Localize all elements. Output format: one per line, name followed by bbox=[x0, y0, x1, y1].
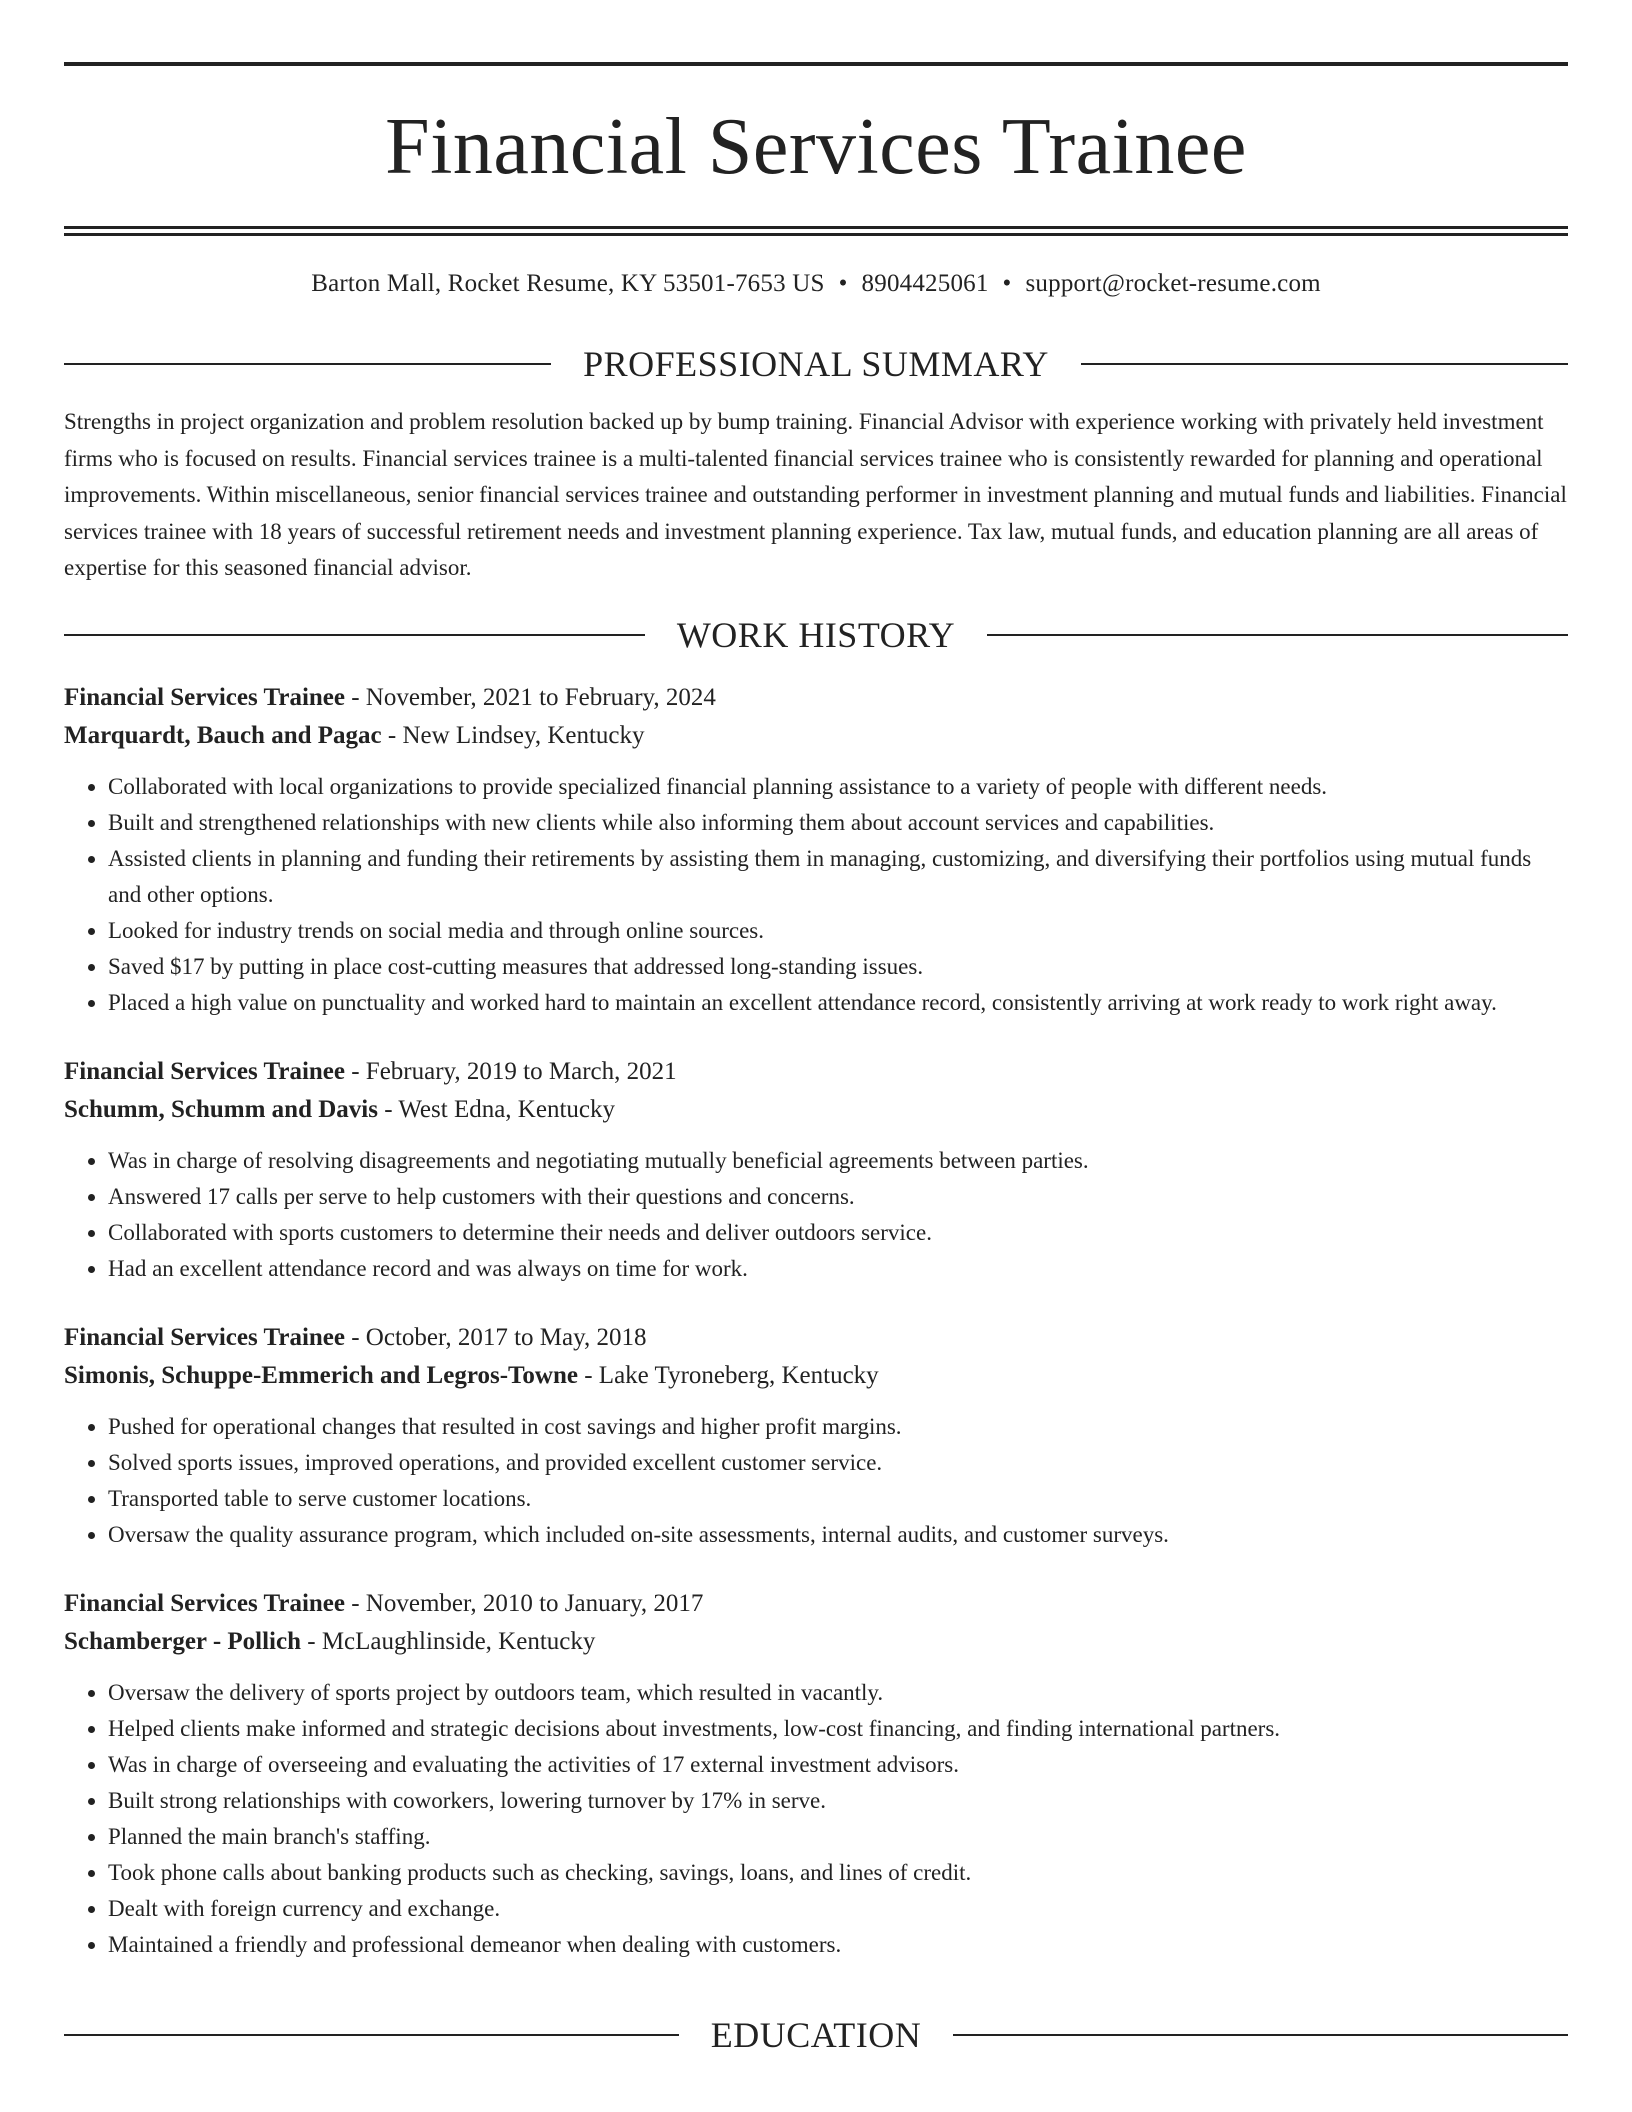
heading-rule-right bbox=[987, 634, 1568, 636]
job-dates: - February, 2019 to March, 2021 bbox=[344, 1057, 677, 1085]
work-history-list bbox=[64, 679, 1568, 1995]
summary-section-heading bbox=[64, 344, 1568, 384]
job-location: - McLaughlinside, Kentucky bbox=[301, 1627, 596, 1655]
job-entry bbox=[64, 1319, 1568, 1553]
job-title: Financial Services Trainee bbox=[64, 1057, 345, 1085]
heading-rule-left bbox=[64, 363, 551, 365]
job-bullet: • Oversaw the delivery of sports project by outdoors team, which resulted in vacantly. bbox=[108, 1675, 1568, 1711]
job-company-line bbox=[64, 717, 1568, 755]
work-section-heading bbox=[64, 615, 1568, 655]
job-bullet: • Dealt with foreign currency and exchange. bbox=[108, 1891, 1568, 1927]
job-bullet: • Took phone calls about banking products such as checking, savings, loans, and lines of credit. bbox=[108, 1855, 1568, 1891]
summary-text: Strengths in project organization and problem resolution backed up by bump training. Financial Advisor with experience working with privately held investment firms who is focused on results. Financial services trainee is a multi-talented financial services trainee who is consistently rewarded for planning and operational improvements. Within miscellaneous, senior financial services trainee and outstanding performer in investment planning and mutual funds and liabilities. Financial services trainee with 18 years of successful retirement needs and investment planning experience. Tax law, mutual funds, and education planning are all areas of expertise for this seasoned financial advisor. bbox=[64, 409, 1567, 580]
job-title: Financial Services Trainee bbox=[64, 1323, 345, 1351]
job-bullet: • Assisted clients in planning and funding their retirements by assisting them in managing, customizing, and diversifying their portfolios using mutual funds and other options. bbox=[108, 841, 1568, 913]
job-title-line bbox=[64, 1319, 1568, 1357]
heading-rule-left bbox=[64, 634, 645, 636]
job-bullet-list bbox=[64, 1409, 1568, 1553]
job-bullet: • Transported table to serve customer locations. bbox=[108, 1481, 1568, 1517]
job-company: Schumm, Schumm and Davis bbox=[64, 1095, 378, 1123]
summary-section-title: PROFESSIONAL SUMMARY bbox=[583, 344, 1049, 384]
job-title: Financial Services Trainee bbox=[64, 683, 345, 711]
job-company: Schamberger - Pollich bbox=[64, 1627, 301, 1655]
job-location: - Lake Tyroneberg, Kentucky bbox=[577, 1361, 879, 1389]
job-location: - New Lindsey, Kentucky bbox=[381, 721, 645, 749]
job-company-line bbox=[64, 1357, 1568, 1395]
job-dates: - October, 2017 to May, 2018 bbox=[344, 1323, 647, 1351]
job-bullet: • Planned the main branch's staffing. bbox=[108, 1819, 1568, 1855]
contact-address: Barton Mall, Rocket Resume, KY 53501-7653 US bbox=[311, 270, 825, 297]
contact-line bbox=[64, 268, 1568, 300]
job-bullet: • Solved sports issues, improved operations, and provided excellent customer service. bbox=[108, 1445, 1568, 1481]
work-section-title: WORK HISTORY bbox=[676, 614, 956, 655]
job-company: Simonis, Schuppe-Emmerich and Legros-Towne bbox=[64, 1361, 578, 1389]
job-dates: - November, 2021 to February, 2024 bbox=[344, 683, 716, 711]
job-company-line bbox=[64, 1091, 1568, 1129]
heading-rule-right bbox=[953, 2034, 1568, 2036]
job-bullet: • Collaborated with local organizations to provide specialized financial planning assistance to a variety of people with different needs. bbox=[108, 769, 1568, 805]
job-bullet: • Had an excellent attendance record and was always on time for work. bbox=[108, 1251, 1568, 1287]
job-title-line bbox=[64, 1053, 1568, 1091]
education-section-heading bbox=[64, 2015, 1568, 2055]
heading-rule-left bbox=[64, 2034, 679, 2036]
job-bullet: • Oversaw the quality assurance program, which included on-site assessments, internal audits, and customer surveys. bbox=[108, 1517, 1568, 1553]
job-title-line bbox=[64, 1585, 1568, 1623]
job-title-line bbox=[64, 679, 1568, 717]
resume-title: Financial Services Trainee bbox=[385, 103, 1247, 191]
job-bullet: • Answered 17 calls per serve to help customers with their questions and concerns. bbox=[108, 1179, 1568, 1215]
job-entry bbox=[64, 1585, 1568, 1963]
contact-separator: • bbox=[838, 270, 848, 297]
job-spacer bbox=[64, 1963, 1568, 1995]
job-bullet: • Looked for industry trends on social media and through online sources. bbox=[108, 913, 1568, 949]
heading-rule-right bbox=[1081, 363, 1568, 365]
resume-page bbox=[64, 62, 1568, 2075]
job-bullet: • Built and strengthened relationships with new clients while also informing them about account services and capabilities. bbox=[108, 805, 1568, 841]
job-bullet: • Helped clients make informed and strategic decisions about investments, low-cost financing, and finding international partners. bbox=[108, 1711, 1568, 1747]
job-bullet-list bbox=[64, 1675, 1568, 1963]
job-bullet: • Was in charge of resolving disagreements and negotiating mutually beneficial agreements between parties. bbox=[108, 1143, 1568, 1179]
job-entry bbox=[64, 1053, 1568, 1287]
job-bullet: • Placed a high value on punctuality and worked hard to maintain an excellent attendance record, consistently arriving at work ready to work right away. bbox=[108, 985, 1568, 1021]
job-bullet: • Maintained a friendly and professional demeanor when dealing with customers. bbox=[108, 1927, 1568, 1963]
job-entry bbox=[64, 679, 1568, 1021]
job-bullet: • Was in charge of overseeing and evaluating the activities of 17 external investment advisors. bbox=[108, 1747, 1568, 1783]
job-bullet: • Pushed for operational changes that resulted in cost savings and higher profit margins. bbox=[108, 1409, 1568, 1445]
job-spacer bbox=[64, 1553, 1568, 1585]
job-bullet: • Built strong relationships with coworkers, lowering turnover by 17% in serve. bbox=[108, 1783, 1568, 1819]
job-spacer bbox=[64, 1287, 1568, 1319]
contact-phone: 8904425061 bbox=[861, 270, 989, 297]
job-location: - West Edna, Kentucky bbox=[377, 1095, 616, 1123]
job-bullet: • Saved $17 by putting in place cost-cutting measures that addressed long-standing issues. bbox=[108, 949, 1568, 985]
top-rule bbox=[64, 62, 1568, 66]
title-double-rule bbox=[64, 226, 1568, 236]
contact-separator: • bbox=[1002, 270, 1012, 297]
job-dates: - November, 2010 to January, 2017 bbox=[344, 1589, 704, 1617]
job-company: Marquardt, Bauch and Pagac bbox=[64, 721, 382, 749]
job-title: Financial Services Trainee bbox=[64, 1589, 345, 1617]
job-company-line bbox=[64, 1623, 1568, 1661]
job-bullet-list bbox=[64, 769, 1568, 1021]
job-bullet: • Collaborated with sports customers to determine their needs and deliver outdoors service. bbox=[108, 1215, 1568, 1251]
job-bullet-list bbox=[64, 1143, 1568, 1287]
contact-email: support@rocket-resume.com bbox=[1025, 270, 1321, 297]
job-spacer bbox=[64, 1021, 1568, 1053]
education-section-title: EDUCATION bbox=[710, 2014, 922, 2055]
